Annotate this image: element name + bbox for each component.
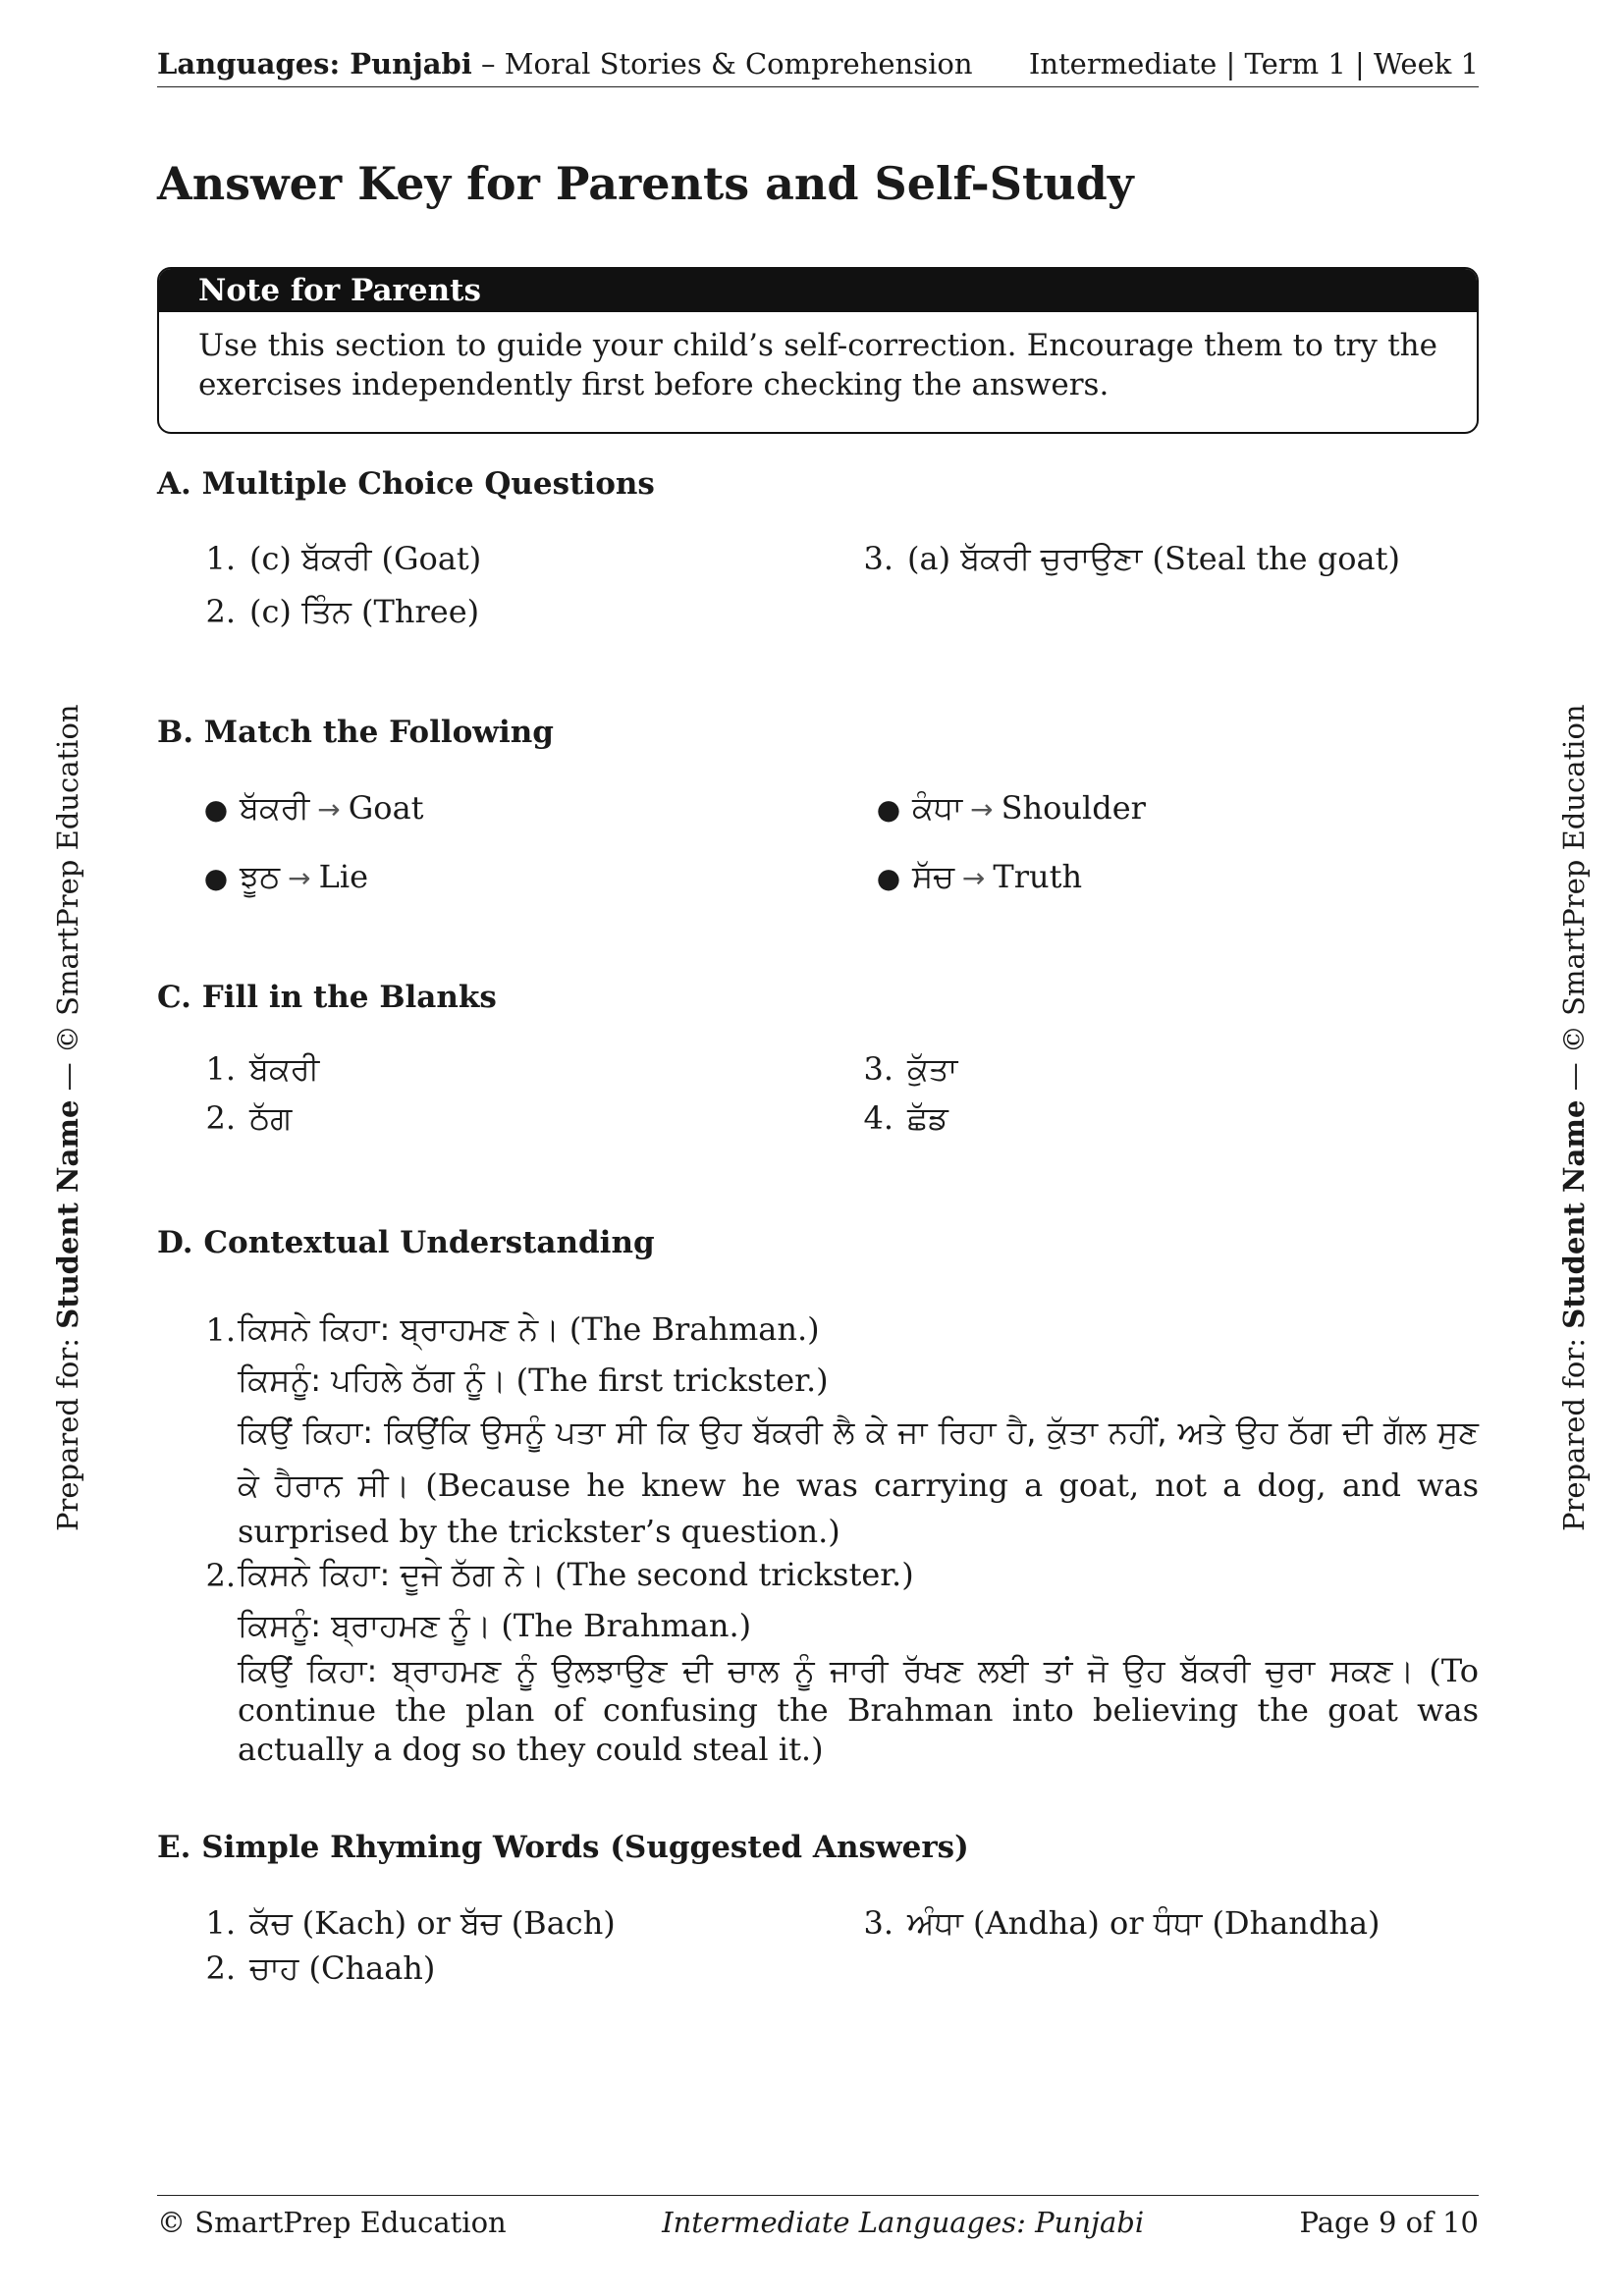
header-level: Intermediate | Term 1 | Week 1	[1028, 47, 1479, 80]
blank-answer-1: 1. ਬੱਕਰੀ	[205, 1050, 320, 1088]
side-label-left: Prepared for: Student Name — © SmartPrep Education	[51, 704, 84, 1531]
context-answer-2: 2. ਕਿਸਨੇ ਕਿਹਾ: ਦੂਜੇ ਠੱਗ ਨੇ। (The second trickster.) ਕਿਸਨੂੰ: ਬ੍ਰਾਹਮਣ ਨੂੰ। (The Brahman.) ਕਿਉਂ ਕਿਹਾ: ਬ੍ਰਾਹਮਣ ਨੂੰ ਉਲਝਾਉਣ ਦੀ ਚਾਲ ਨੂੰ ਜਾਰੀ ਰੱਖਣ ਲਈ ਤਾਂ ਜੋ ਉਹ ਬੱਕਰੀ ਚੁਰਾ ਸਕਣ। (To continue the plan of confusing the Brahman into believing the goat was actually a dog so they could steal it.)	[205, 1556, 1480, 1768]
rhyme-answer-3: 3. ਅੰਧਾ (Andha) or ਧੰਧਾ (Dhandha)	[863, 1904, 1380, 1942]
mcq-answer-2: 2. (c) ਤਿੰਨ (Three)	[205, 593, 480, 630]
page-footer	[157, 2195, 1479, 2239]
mcq-answer-3: 3. (a) ਬੱਕਰੀ ਚੁਰਾਉਣਾ (Steal the goat)	[863, 540, 1400, 577]
footer-copyright: © SmartPrep Education	[157, 2206, 507, 2239]
page-number: Page 9 of 10	[1299, 2206, 1479, 2239]
blank-answer-3: 3. ਕੁੱਤਾ	[863, 1050, 958, 1088]
blank-answer-2: 2. ਠੱਗ	[205, 1099, 293, 1137]
context-answer-1: 1. ਕਿਸਨੇ ਕਿਹਾ: ਬ੍ਰਾਹਮਣ ਨੇ। (The Brahman.) ਕਿਸਨੂੰ: ਪਹਿਲੇ ਠੱਗ ਨੂੰ। (The first trickster.) ਕਿਉਂ ਕਿਹਾ: ਕਿਉਂਕਿ ਉਸਨੂੰ ਪਤਾ ਸੀ ਕਿ ਉਹ ਬੱਕਰੀ ਲੈ ਕੇ ਜਾ ਰਿਹਾ ਹੈ, ਕੁੱਤਾ ਨਹੀਂ, ਅਤੇ ਉਹ ਠੱਗ ਦੀ ਗੱਲ ਸੁਣ ਕੇ ਹੈਰਾਨ ਸੀ। (Because he knew he was carrying a goat, not a dog, and was surprised by the trickster’s question.)	[205, 1310, 1479, 1550]
section-a-heading: A. Multiple Choice Questions	[157, 466, 655, 502]
rhyme-answer-1: 1. ਕੱਚ (Kach) or ਬੱਚ (Bach)	[205, 1904, 616, 1942]
footer-course: Intermediate Languages: Punjabi	[662, 2206, 1145, 2239]
header-subject: Languages: Punjabi – Moral Stories & Comprehension	[157, 47, 973, 80]
page-title: Answer Key for Parents and Self-Study	[157, 157, 1134, 210]
section-d-heading: D. Contextual Understanding	[157, 1225, 655, 1260]
match-item: ● ਸੱਚ → Truth	[876, 858, 1083, 895]
parent-note-heading: Note for Parents	[159, 269, 1477, 312]
parent-note-box	[157, 267, 1479, 434]
blank-answer-4: 4. ਛੱਡ	[863, 1099, 948, 1137]
match-item: ● ਬੱਕਰੀ → Goat	[203, 789, 424, 827]
section-b-heading: B. Match the Following	[157, 715, 554, 750]
match-item: ● ਝੂਠ → Lie	[203, 858, 369, 895]
page-header	[157, 47, 1479, 87]
parent-note-text: Use this section to guide your child’s self-correction. Encourage them to try the exercises independently first before checking the answers.	[198, 328, 1437, 402]
side-label-right: Prepared for: Student Name — © SmartPrep Education	[1557, 704, 1591, 1531]
section-e-heading: E. Simple Rhyming Words (Suggested Answers)	[157, 1830, 969, 1865]
rhyme-answer-2: 2. ਚਾਹ (Chaah)	[205, 1949, 436, 1987]
mcq-answer-1: 1. (c) ਬੱਕਰੀ (Goat)	[205, 540, 482, 577]
match-item: ● ਕੰਧਾ → Shoulder	[876, 789, 1146, 827]
section-c-heading: C. Fill in the Blanks	[157, 980, 497, 1015]
